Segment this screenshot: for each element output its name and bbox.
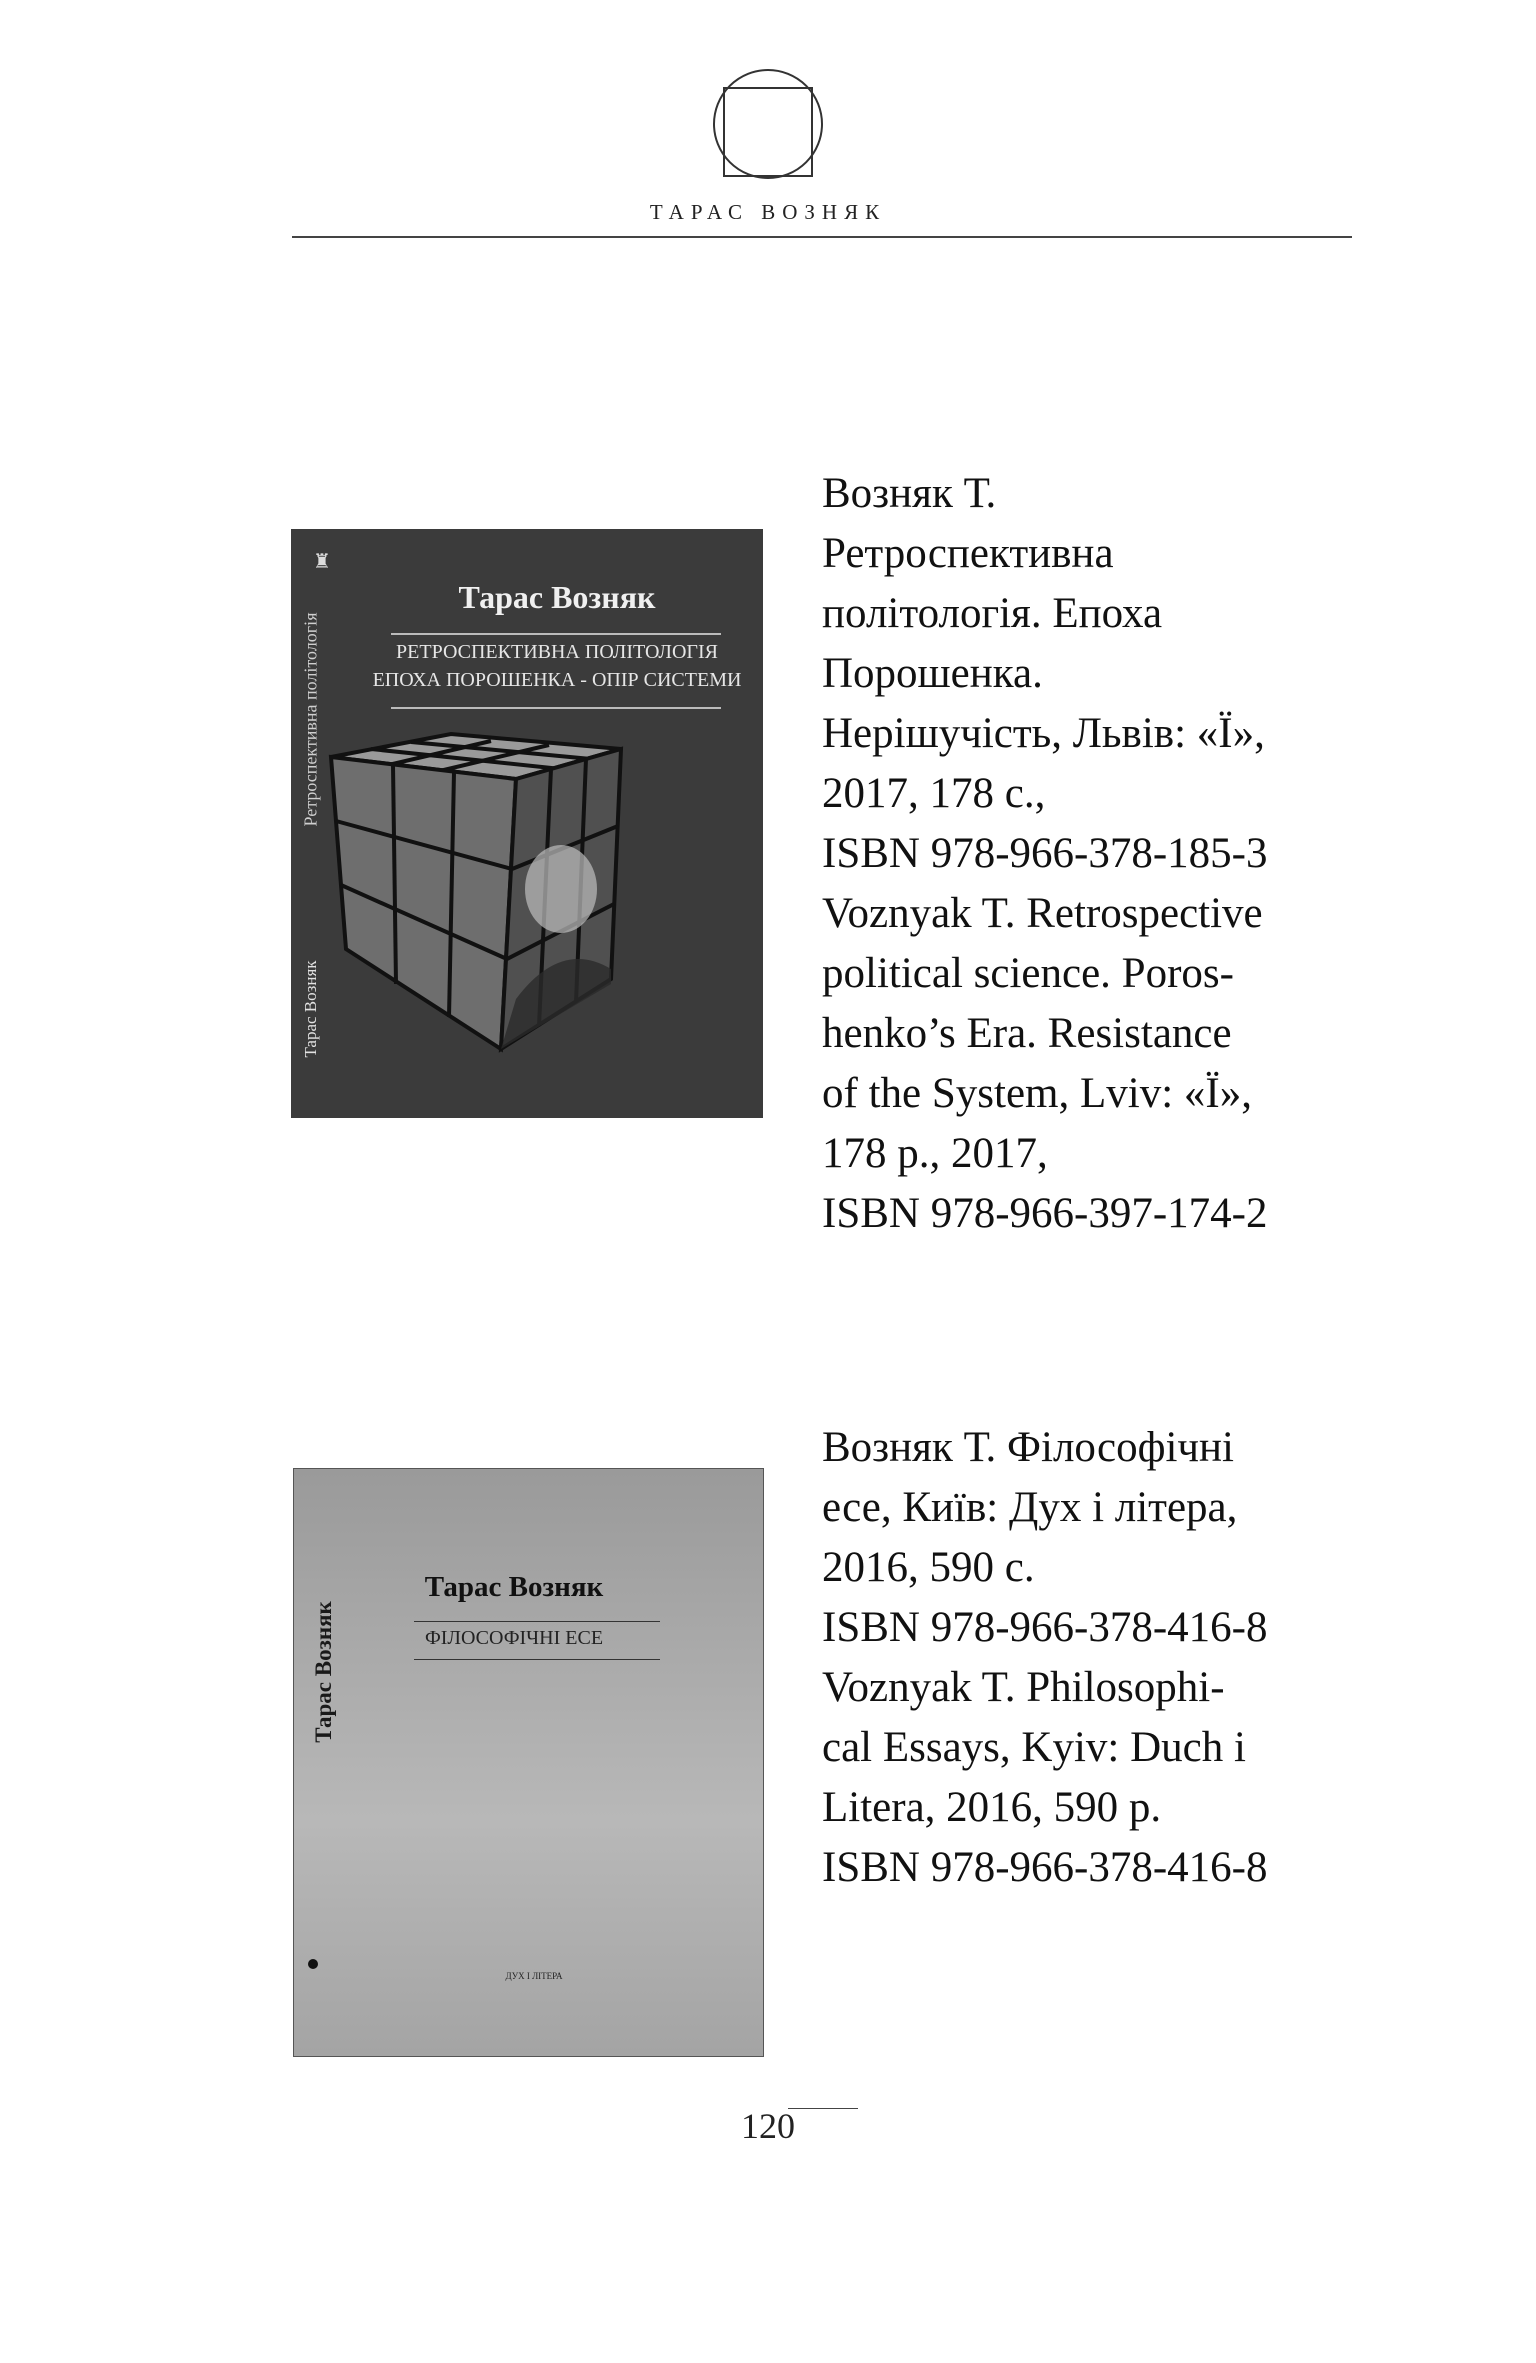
cover-author: Тарас Возняк <box>424 1571 604 1603</box>
entry-line: Litera, 2016, 590 p. <box>822 1784 1162 1831</box>
cover-rule-bottom <box>414 1659 660 1660</box>
cover-rule-top <box>414 1621 660 1622</box>
bibliography-entry-2 <box>822 1418 1342 1898</box>
entry-line: Ретроспективна <box>822 530 1114 577</box>
entry-line: Возняк Т. <box>822 470 997 517</box>
bibliography-entry-1 <box>822 464 1342 1244</box>
publisher-mark-icon: ♜ <box>313 551 331 573</box>
entry-line: есе, Київ: Дух і літера, <box>822 1484 1238 1531</box>
cover-spine-author: Тарас Возняк <box>311 1601 336 1743</box>
entry-line: henko’s Era. Resistance <box>822 1010 1232 1057</box>
cover-subtitle-line-1: РЕТРОСПЕКТИВНА ПОЛІТОЛОГІЯ <box>396 641 718 663</box>
book-cover-philosophical-essays <box>293 1468 764 2057</box>
entry-line: 2017, 178 с., <box>822 770 1046 817</box>
entry-line: Voznyak T. Philosophi- <box>822 1664 1225 1711</box>
entry-line: політологія. Епоха <box>822 590 1163 637</box>
entry-line: 2016, 590 с. <box>822 1544 1035 1591</box>
entry-line: ISBN 978-966-378-416-8 <box>822 1604 1268 1651</box>
page-number: 120 <box>741 2106 795 2146</box>
entry-line: cal Essays, Kyiv: Duch i <box>822 1724 1246 1771</box>
entry-line: ISBN 978-966-378-185-3 <box>822 830 1268 877</box>
entry-line: of the System, Lviv: «Ï», <box>822 1070 1252 1117</box>
cover-subtitle: ФІЛОСОФІЧНІ ЕСЕ <box>424 1627 604 1649</box>
entry-line: ISBN 978-966-397-174-2 <box>822 1190 1268 1237</box>
entry-line: Voznyak T. Retrospective <box>822 890 1263 937</box>
header-logo-icon <box>712 68 842 198</box>
entry-line: ISBN 978-966-378-416-8 <box>822 1844 1268 1891</box>
rubiks-cube-collage-illustration <box>291 529 763 1118</box>
entry-line: Возняк Т. Філософічні <box>822 1424 1234 1471</box>
cover-spine-author: Тарас Возняк <box>301 960 320 1058</box>
publisher-dot-icon <box>308 1959 318 1969</box>
entry-line: 178 p., 2017, <box>822 1130 1048 1177</box>
entry-line: Нерішучість, Львів: «Ї», <box>822 710 1265 757</box>
cover-spine-title: Ретроспективна політологія <box>300 612 321 827</box>
entry-line: political science. Poros- <box>822 950 1234 997</box>
cover-publisher: ДУХ І ЛІТЕРА <box>505 1971 563 1981</box>
cover-author: Тарас Возняк <box>458 579 656 615</box>
header-divider <box>292 236 1352 238</box>
book-cover-retrospective-political-science <box>291 529 763 1118</box>
entry-line: Порошенка. <box>822 650 1043 697</box>
running-title: ТАРАС ВОЗНЯК <box>649 200 887 224</box>
cover-subtitle-line-2: ЕПОХА ПОРОШЕНКА - ОПІР СИСТЕМИ <box>372 669 742 691</box>
